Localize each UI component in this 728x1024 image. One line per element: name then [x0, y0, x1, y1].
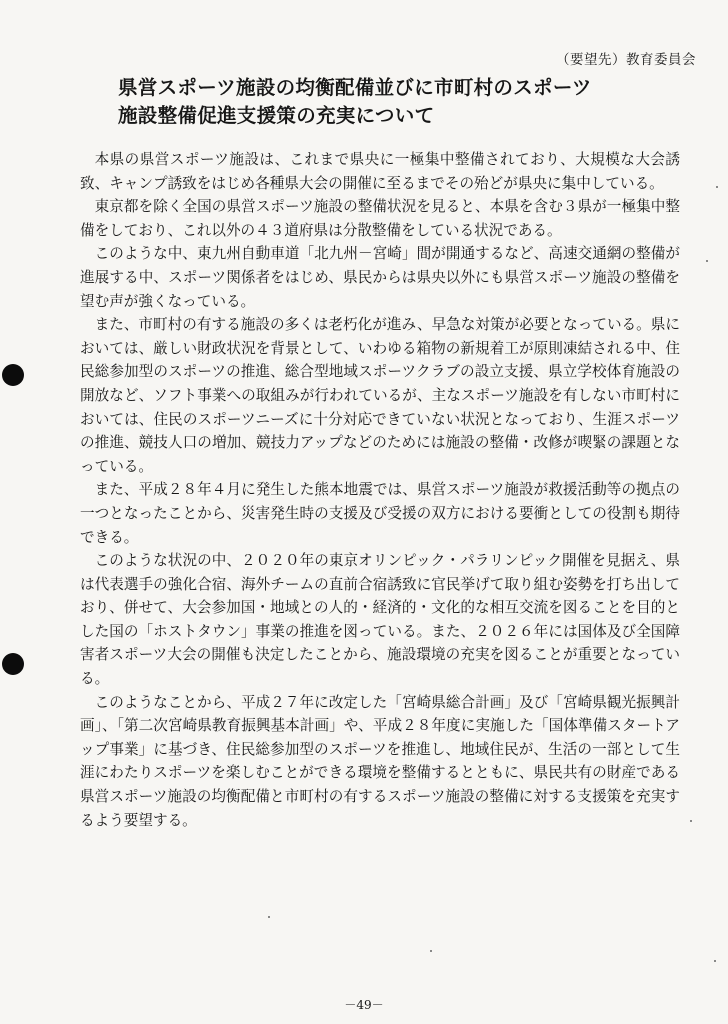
paragraph: このような中、東九州自動車道「北九州－宮崎」間が開通するなど、高速交通網の整備が進展する中、スポーツ関係者をはじめ、県民からは県央以外にも県営スポーツ施設の整備を望む声が強くなっている。	[80, 245, 680, 310]
scan-speck	[430, 950, 432, 952]
page-number: －49－	[344, 998, 384, 1012]
paragraph: 東京都を除く全国の県営スポーツ施設の整備状況を見ると、本県を含む３県が一極集中整備をしており、これ以外の４３道府県は分散整備をしている状況である。	[80, 198, 680, 239]
scan-speck	[714, 960, 716, 962]
scan-speck	[716, 186, 718, 188]
scan-speck	[268, 916, 270, 918]
scan-speck	[690, 820, 692, 822]
document-title	[118, 74, 678, 130]
title-line-2: 施設整備促進支援策の充実について	[118, 104, 435, 127]
document-body	[80, 148, 680, 832]
title-line-1: 県営スポーツ施設の均衡配備並びに市町村のスポーツ	[118, 76, 592, 99]
addressee-label: （要望先）教育委員会	[556, 52, 696, 68]
paragraph: このような状況の中、２０２０年の東京オリンピック・パラリンピック開催を見据え、県は代表選手の強化合宿、海外チームの直前合宿誘致に官民挙げて取り組む姿勢を打ち出しており、併せて、大会参加国・地域との人的・経済的・文化的な相互交流を図ることを目的とした国の「ホストタウン」事業の推進を図っている。また、２０２６年には国体及び全国障害者スポーツ大会の開催も決定したことから、施設環境の充実を図ることが重要となっている。	[80, 552, 680, 688]
punch-hole-mark	[2, 364, 24, 386]
scan-speck	[706, 260, 708, 262]
punch-hole-mark	[2, 653, 24, 675]
paragraph: このようなことから、平成２７年に改定した「宮崎県総合計画」及び「宮崎県観光振興計画」、「第二次宮崎県教育振興基本計画」や、平成２８年度に実施した「国体準備スタートアップ事業」に基づき、住民総参加型のスポーツを推進し、地域住民が、生活の一部として生涯にわたりスポーツを楽しむことができる環境を整備するとともに、県民共有の財産である県営スポーツ施設の均衡配備と市町村の有するスポーツ施設の整備に対する支援策を充実するよう要望する。	[80, 693, 680, 829]
paragraph: また、平成２８年４月に発生した熊本地震では、県営スポーツ施設が救援活動等の拠点の一つとなったことから、災害発生時の支援及び受援の双方における要衝としての役割も期待できる。	[80, 481, 680, 546]
paragraph: また、市町村の有する施設の多くは老朽化が進み、早急な対策が必要となっている。県においては、厳しい財政状況を背景として、いわゆる箱物の新規着工が原則凍結される中、住民総参加型のスポーツの推進、総合型地域スポーツクラブの設立支援、県立学校体育施設の開放など、ソフト事業への取組みが行われているが、主なスポーツ施設を有しない市町村においては、住民のスポーツニーズに十分対応できていない状況となっており、生涯スポーツの推進、競技人口の増加、競技力アップなどのためには施設の整備・改修が喫緊の課題となっている。	[80, 316, 680, 475]
paragraph: 本県の県営スポーツ施設は、これまで県央に一極集中整備されており、大規模な大会誘致、キャンプ誘致をはじめ各種県大会の開催に至るまでその殆どが県央に集中している。	[80, 151, 680, 192]
